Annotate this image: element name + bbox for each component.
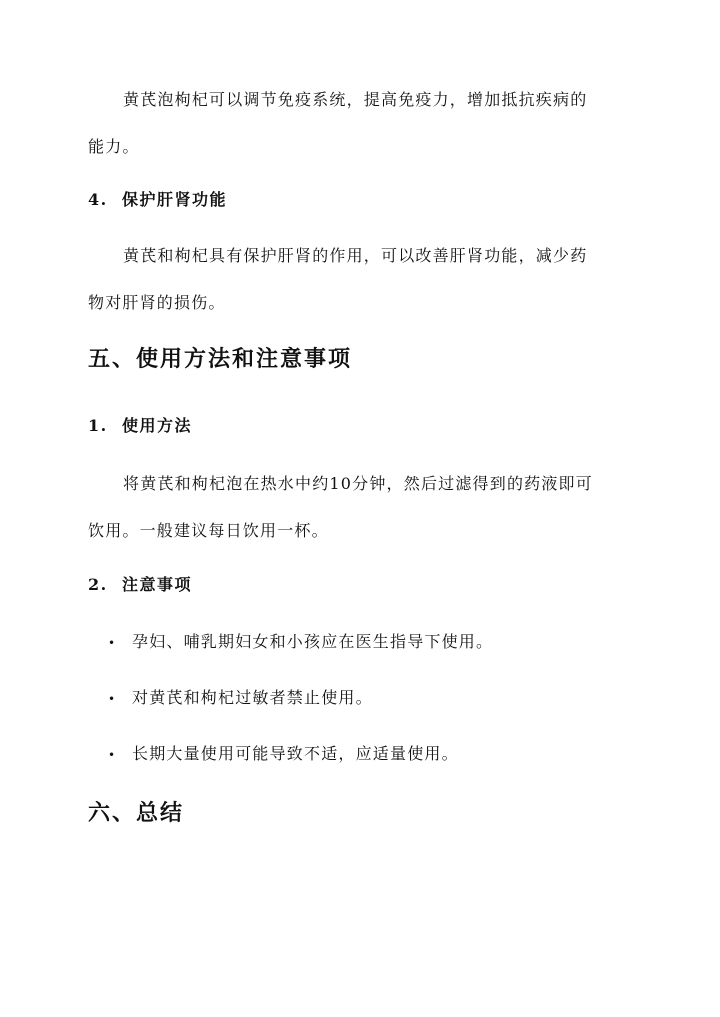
subheading-number: 1. (88, 416, 108, 435)
paragraph-liver-kidney (88, 232, 633, 326)
subheading-number: 4. (88, 190, 108, 209)
subheading-usage-method (88, 414, 192, 438)
subheading-protect-liver-kidney (88, 188, 227, 212)
paragraph-line: 饮用。一般建议每日饮用一杯。 (88, 521, 329, 540)
paragraph-line: 能力。 (88, 137, 140, 156)
list-item (108, 742, 459, 767)
list-item-text: 长期大量使用可能导致不适，应适量使用。 (132, 744, 459, 763)
subheading-precautions (88, 573, 192, 597)
paragraph-line: 黄芪和枸杞具有保护肝肾的作用，可以改善肝肾功能，减少药 (123, 246, 588, 265)
subheading-text: 注意事项 (122, 575, 193, 594)
section-heading-usage: 五、使用方法和注意事项 (88, 346, 353, 372)
bullet-marker: • (108, 691, 117, 706)
list-item-text: 孕妇、哺乳期妇女和小孩应在医生指导下使用。 (132, 632, 494, 651)
bullet-marker: • (108, 635, 117, 650)
section-heading-summary: 六、总结 (88, 800, 185, 826)
subheading-text: 保护肝肾功能 (122, 190, 228, 209)
paragraph-line: 黄芪泡枸杞可以调节免疫系统，提高免疫力，增加抵抗疾病的 (123, 90, 588, 109)
paragraph-line: 物对肝肾的损伤。 (88, 293, 226, 312)
subheading-number: 2. (88, 575, 108, 594)
paragraph-usage (88, 460, 633, 554)
subheading-text: 使用方法 (122, 416, 193, 435)
paragraph-immune (88, 76, 633, 170)
list-item (108, 630, 493, 655)
paragraph-line: 将黄芪和枸杞泡在热水中约10分钟，然后过滤得到的药液即可 (123, 474, 593, 493)
list-item (108, 686, 373, 711)
bullet-marker: • (108, 747, 117, 762)
list-item-text: 对黄芪和枸杞过敏者禁止使用。 (132, 688, 373, 707)
